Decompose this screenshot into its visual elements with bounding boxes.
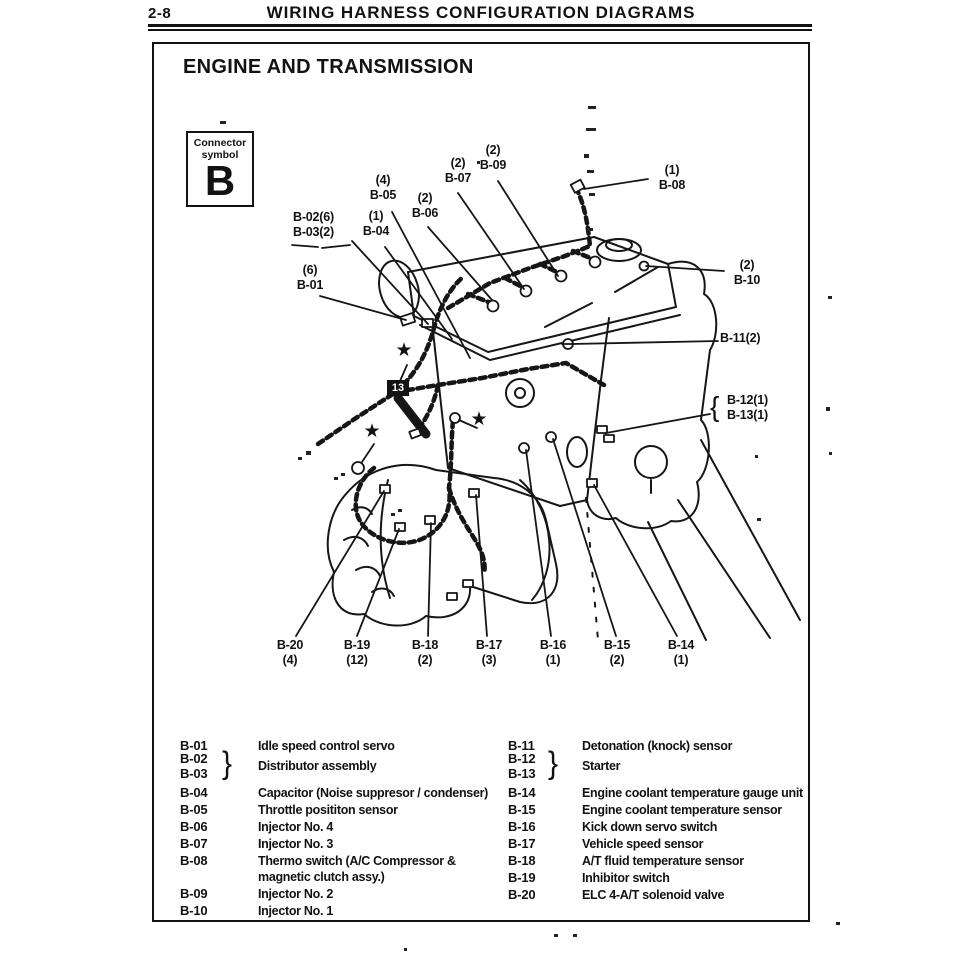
legend-code: B-14 bbox=[508, 785, 536, 800]
brace-glyph: } bbox=[548, 746, 559, 781]
legend-code: B-18 bbox=[508, 853, 536, 868]
leader-line bbox=[296, 491, 384, 636]
callout-line: (1) bbox=[545, 653, 561, 667]
legend-code: B-10 bbox=[180, 903, 208, 918]
callout-line: (2) bbox=[739, 258, 755, 272]
engine-block bbox=[432, 262, 800, 640]
header-title: WIRING HARNESS CONFIGURATION DIAGRAMS bbox=[266, 3, 696, 22]
legend-desc: Inhibitor switch bbox=[582, 871, 670, 885]
callout-line: B-12(1) bbox=[727, 393, 768, 407]
callout-b17 bbox=[466, 638, 512, 668]
callout-line: (2) bbox=[417, 191, 433, 205]
callout-line: (2) bbox=[609, 653, 625, 667]
callout-line: B-04 bbox=[362, 224, 390, 238]
scan-speck bbox=[554, 934, 558, 937]
leader-line bbox=[584, 179, 648, 189]
scan-speck bbox=[391, 513, 395, 516]
callout-line: B-15 bbox=[603, 638, 631, 652]
legend-code: B-12 bbox=[508, 751, 536, 766]
callout-line: B-18 bbox=[411, 638, 439, 652]
callout-line: (12) bbox=[346, 653, 368, 667]
callout-line: (1) bbox=[664, 163, 680, 177]
callout-line: (2) bbox=[417, 653, 433, 667]
legend-code: B-07 bbox=[180, 836, 208, 851]
callout-line: B-13(1) bbox=[727, 408, 768, 422]
callout-line: B-19 bbox=[343, 638, 371, 652]
callout-line: B-10 bbox=[733, 273, 761, 287]
legend-code: B-05 bbox=[180, 802, 208, 817]
callout-b18 bbox=[402, 638, 448, 668]
callout-line: B-05 bbox=[369, 188, 397, 202]
callout-line: B-03(2) bbox=[293, 225, 334, 239]
harness-wedge bbox=[398, 398, 426, 434]
callout-line: B-09 bbox=[479, 158, 507, 172]
callout-line: B-14 bbox=[667, 638, 695, 652]
callout-line: (6) bbox=[302, 263, 318, 277]
scan-speck bbox=[757, 518, 761, 521]
scan-speck bbox=[298, 457, 302, 460]
scan-speck bbox=[398, 509, 402, 512]
legend-desc: Detonation (knock) sensor bbox=[582, 739, 733, 753]
callout-line: B-20 bbox=[276, 638, 304, 652]
brace-glyph: { bbox=[710, 391, 720, 422]
legend-code: B-13 bbox=[508, 766, 536, 781]
legend-desc: Throttle posititon sensor bbox=[258, 803, 398, 817]
callout-line: B-06 bbox=[411, 206, 439, 220]
legend-desc: Vehicle speed sensor bbox=[582, 837, 704, 851]
leader-line bbox=[498, 181, 558, 276]
leader-line bbox=[553, 439, 616, 636]
callout-b09 bbox=[471, 143, 515, 173]
legend-desc: Capacitor (Noise suppresor / condenser) bbox=[258, 786, 489, 800]
leader-line bbox=[362, 444, 374, 462]
callout-line: (4) bbox=[282, 653, 298, 667]
callout-b12-b13 bbox=[727, 393, 791, 423]
legend-code: B-20 bbox=[508, 887, 536, 902]
leader-line bbox=[606, 414, 710, 433]
callout-line: B-02(6) bbox=[293, 210, 334, 224]
callout-line: (4) bbox=[375, 173, 391, 187]
leader-line bbox=[594, 485, 677, 636]
callout-b11 bbox=[720, 331, 786, 346]
star-marker: ★ bbox=[470, 408, 488, 430]
legend-desc: Kick down servo switch bbox=[582, 820, 718, 834]
scan-speck bbox=[341, 473, 345, 476]
callout-line: B-11(2) bbox=[720, 331, 761, 345]
scan-speck bbox=[404, 948, 407, 951]
legend-code: B-02 bbox=[180, 751, 208, 766]
callout-line: (2) bbox=[450, 156, 466, 170]
star-marker: ★ bbox=[395, 339, 413, 361]
callout-b04 bbox=[354, 209, 398, 239]
leader-line bbox=[292, 245, 318, 247]
scan-speck bbox=[826, 407, 830, 411]
callout-b14 bbox=[658, 638, 704, 668]
legend-code: B-16 bbox=[508, 819, 536, 834]
legend-desc: Injector No. 2 bbox=[258, 887, 333, 901]
scan-speck bbox=[306, 451, 311, 455]
scan-speck bbox=[587, 228, 593, 231]
legend-code: B-06 bbox=[180, 819, 208, 834]
legend-desc: Engine coolant temperature sensor bbox=[582, 803, 782, 817]
connector-symbol-label-line2: symbol bbox=[201, 148, 239, 161]
legend-code: B-04 bbox=[180, 785, 208, 800]
callout-b06 bbox=[403, 191, 447, 221]
callout-line: (1) bbox=[673, 653, 689, 667]
leader-line bbox=[526, 450, 551, 636]
callout-b05 bbox=[361, 173, 405, 203]
transmission bbox=[328, 465, 558, 626]
legend-desc: Injector No. 3 bbox=[258, 837, 333, 851]
scan-speck bbox=[584, 154, 589, 158]
scan-speck bbox=[828, 296, 832, 299]
callout-b08 bbox=[649, 163, 695, 193]
callout-line: (1) bbox=[368, 209, 384, 223]
callout-line: B-17 bbox=[475, 638, 503, 652]
legend-code: B-15 bbox=[508, 802, 536, 817]
callout-b15 bbox=[594, 638, 640, 668]
scan-speck bbox=[755, 455, 758, 458]
legend-desc: A/T fluid temperature sensor bbox=[582, 854, 744, 868]
legend-desc: Injector No. 1 bbox=[258, 904, 333, 918]
valve-cover bbox=[373, 237, 680, 360]
harness-tag-13: 13 bbox=[387, 380, 409, 396]
scan-speck bbox=[829, 452, 832, 455]
callout-line: (2) bbox=[485, 143, 501, 157]
legend-desc: Injector No. 4 bbox=[258, 820, 333, 834]
legend-desc: Engine coolant temperature gauge unit bbox=[582, 786, 803, 800]
legend-desc: ELC 4-A/T solenoid valve bbox=[582, 888, 725, 902]
legend-code: B-11 bbox=[508, 738, 535, 753]
scan-speck bbox=[589, 193, 595, 196]
leader-line bbox=[428, 523, 431, 636]
legend-code: B-09 bbox=[180, 886, 208, 901]
callout-b01 bbox=[288, 263, 332, 293]
leader-line bbox=[572, 341, 718, 344]
legend-desc: Idle speed control servo bbox=[258, 739, 395, 753]
scan-speck bbox=[220, 121, 226, 124]
legend-desc: Distributor assembly bbox=[258, 759, 377, 773]
wiring-harness bbox=[318, 192, 604, 574]
legend-code: B-17 bbox=[508, 836, 536, 851]
leader-line bbox=[428, 227, 492, 300]
legend-code: B-01 bbox=[180, 738, 208, 753]
leader-lines bbox=[292, 179, 724, 636]
page-number: 2-8 bbox=[148, 5, 172, 22]
scan-speck bbox=[586, 128, 596, 131]
callout-b10 bbox=[725, 258, 769, 288]
connector-symbol-letter: B bbox=[204, 157, 236, 204]
callout-b16 bbox=[530, 638, 576, 668]
section-title: ENGINE AND TRANSMISSION bbox=[183, 56, 474, 78]
leader-line bbox=[646, 266, 724, 271]
legend-desc: Thermo switch (A/C Compressor & magnetic clutch assy.) bbox=[258, 854, 456, 884]
legend-code: B-19 bbox=[508, 870, 536, 885]
legend-code: B-08 bbox=[180, 853, 208, 868]
callout-b19 bbox=[332, 638, 382, 668]
brace-glyph: } bbox=[222, 746, 233, 781]
callout-b02-b03 bbox=[293, 210, 355, 240]
legend-code: B-03 bbox=[180, 766, 208, 781]
callout-line: (3) bbox=[481, 653, 497, 667]
callout-line: B-16 bbox=[539, 638, 567, 652]
scan-speck bbox=[334, 477, 338, 480]
leader-line bbox=[322, 245, 350, 248]
callout-b20 bbox=[267, 638, 313, 668]
callout-line: B-08 bbox=[658, 178, 686, 192]
callout-line: B-01 bbox=[296, 278, 324, 292]
scan-speck bbox=[587, 170, 594, 173]
star-marker: ★ bbox=[363, 420, 381, 442]
leader-line bbox=[320, 296, 406, 320]
scan-speck bbox=[588, 106, 596, 109]
legend-desc: Starter bbox=[582, 759, 621, 773]
scan-speck bbox=[573, 934, 577, 937]
leader-line bbox=[357, 529, 399, 636]
connector-symbol-label-line1: Connector bbox=[193, 137, 247, 149]
scan-speck bbox=[836, 922, 840, 925]
callout-line: B-07 bbox=[444, 171, 472, 185]
